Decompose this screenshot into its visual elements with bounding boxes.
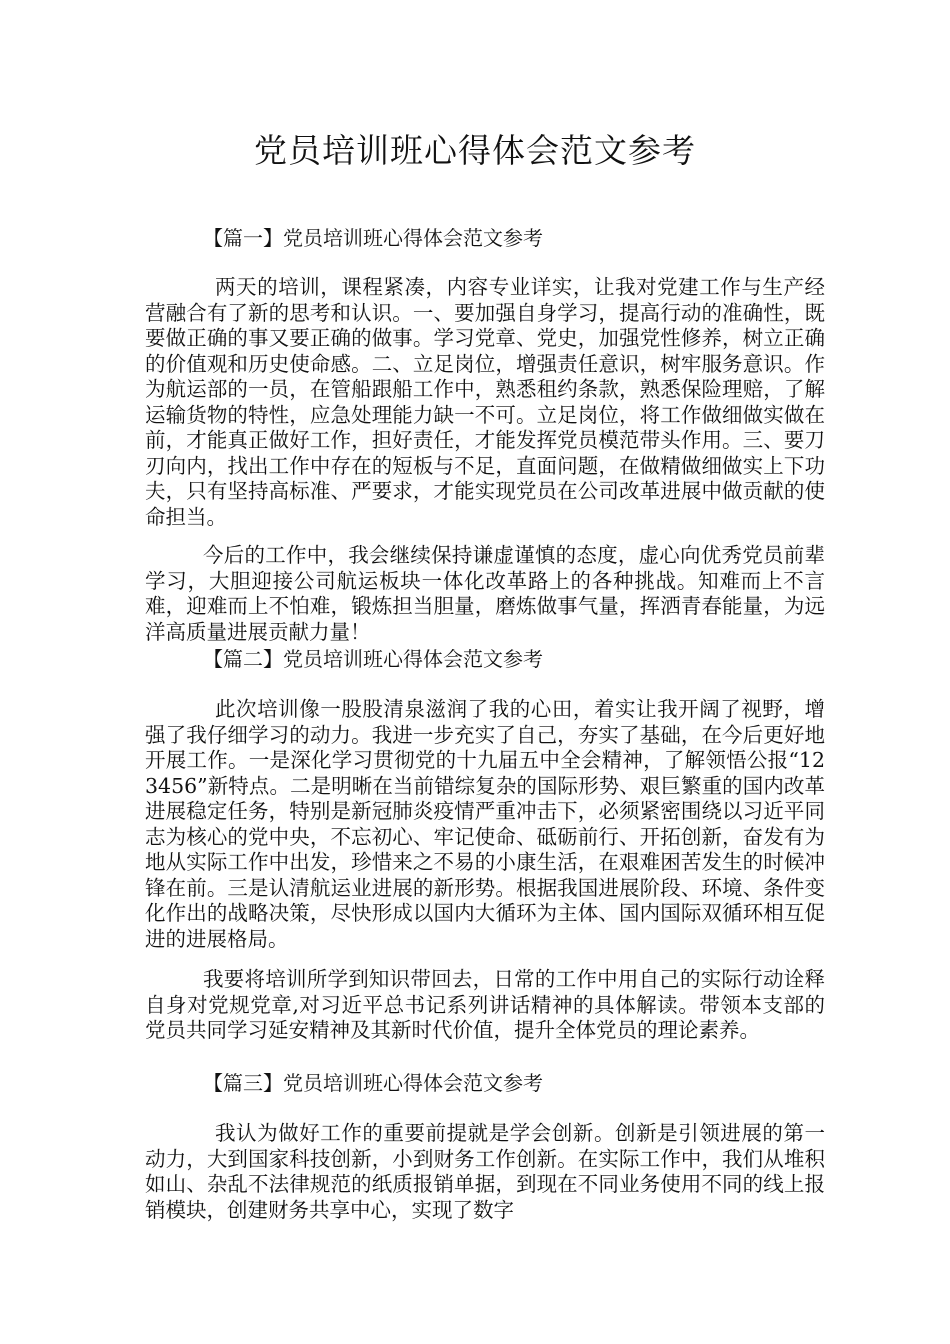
section-1-paragraph-2: 今后的工作中，我会继续保持谦虚谨慎的态度，虚心向优秀党员前辈学习，大胆迎接公司航运板块一体化改革路上的各种挑战。知难而上不言难，迎难而上不怕难，锻炼担当胆量，磨炼做事气量，挥洒青春能量，为远洋高质量进展贡献力量！	[145, 543, 825, 644]
section-3-paragraph-1: 我认为做好工作的重要前提就是学会创新。创新是引领进展的第一动力，大到国家科技创新，小到财务工作创新。在实际工作中，我们从堆积如山、杂乱不法律规范的纸质报销单据，到现在不同业务使用不同的线上报销模块，创建财务共享中心，实现了数字	[145, 1121, 825, 1222]
section-2-paragraph-1: 此次培训像一股股清泉滋润了我的心田，着实让我开阔了视野，增强了我仔细学习的动力。我进一步充实了自己，夯实了基础，在今后更好地开展工作。一是深化学习贯彻党的十九届五中全会精神，了解领悟公报“123456”新特点。二是明晰在当前错综复杂的国际形势、艰巨繁重的国内改革进展稳定任务，特别是新冠肺炎疫情严重冲击下，必须紧密围绕以习近平同志为核心的党中央，不忘初心、牢记使命、砥砺前行、开拓创新，奋发有为地从实际工作中出发，珍惜来之不易的小康生活，在艰难困苦发生的时候冲锋在前。三是认清航运业进展的新形势。根据我国进展阶段、环境、条件变化作出的战略决策，尽快形成以国内大循环为主体、国内国际双循环相互促进的进展格局。	[145, 697, 825, 951]
section-1-heading: 【篇一】党员培训班心得体会范文参考	[203, 226, 543, 250]
section-2-heading: 【篇二】党员培训班心得体会范文参考	[203, 647, 543, 671]
document-title: 党员培训班心得体会范文参考	[254, 131, 696, 170]
section-1-paragraph-1: 两天的培训，课程紧凑，内容专业详实，让我对党建工作与生产经营融合有了新的思考和认识。一、要加强自身学习，提高行动的准确性，既要做正确的事又要正确的做事。学习党章、党史，加强党性修养，树立正确的价值观和历史使命感。二、立足岗位，增强责任意识，树牢服务意识。作为航运部的一员，在管船跟船工作中，熟悉租约条款，熟悉保险理赔，了解运输货物的特性，应急处理能力缺一不可。立足岗位，将工作做细做实做在前，才能真正做好工作，担好责任，才能发挥党员模范带头作用。三、要刀刃向内，找出工作中存在的短板与不足，直面问题，在做精做细做实上下功夫，只有坚持高标准、严要求，才能实现党员在公司改革进展中做贡献的使命担当。	[145, 275, 825, 529]
section-3-heading: 【篇三】党员培训班心得体会范文参考	[203, 1071, 543, 1095]
section-2-paragraph-2: 我要将培训所学到知识带回去，日常的工作中用自己的实际行动诠释自身对党规党章,对习近平总书记系列讲话精神的具体解读。带领本支部的党员共同学习延安精神及其新时代价值，提升全体党员的理论素养。	[145, 967, 825, 1042]
